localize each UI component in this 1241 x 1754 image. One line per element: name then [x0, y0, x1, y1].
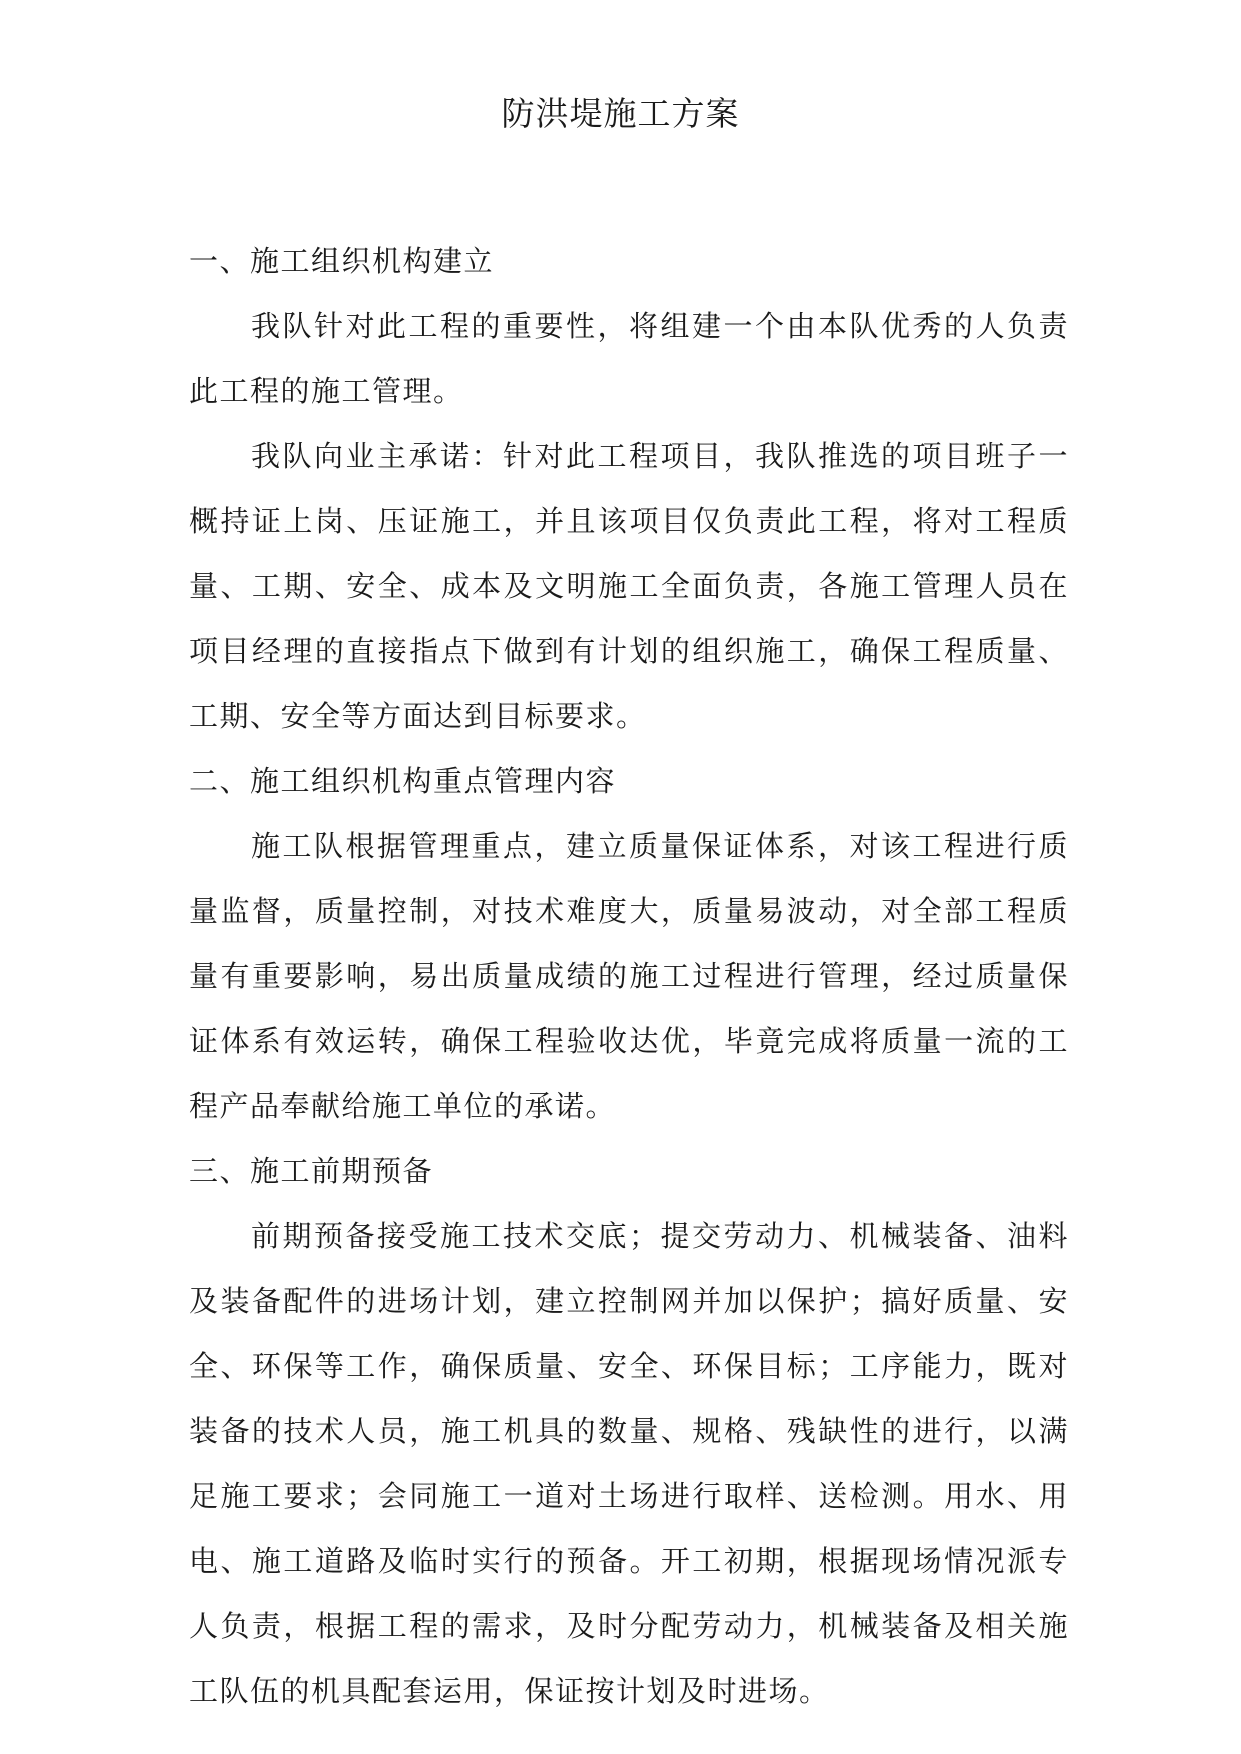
section-heading-2: 二、施工组织机构重点管理内容: [189, 764, 617, 798]
document-title: 防洪堤施工方案: [501, 94, 740, 133]
section-2-paragraph-1: 施工队根据管理重点，建立质量保证体系，对该工程进行质量监督，质量控制，对技术难度大，质量易波动，对全部工程质量有重要影响，易出质量成绩的施工过程进行管理，经过质量保证体系有效运转，确保工程验收达优，毕竟完成将质量一流的工程产品奉献给施工单位的承诺。: [189, 829, 1069, 1123]
section-3-paragraph-1: 前期预备接受施工技术交底；提交劳动力、机械装备、油料及装备配件的进场计划，建立控制网并加以保护；搞好质量、安全、环保等工作，确保质量、安全、环保目标；工序能力，既对装备的技术人员，施工机具的数量、规格、残缺性的进行，以满足施工要求；会同施工一道对土场进行取样、送检测。用水、用电、施工道路及临时实行的预备。开工初期，根据现场情况派专人负责，根据工程的需求，及时分配劳动力，机械装备及相关施工队伍的机具配套运用，保证按计划及时进场。: [189, 1219, 1069, 1708]
section-heading-1: 一、施工组织机构建立: [189, 244, 495, 278]
section-1-paragraph-1: 我队针对此工程的重要性，将组建一个由本队优秀的人负责此工程的施工管理。: [189, 309, 1069, 408]
section-heading-3: 三、施工前期预备: [189, 1154, 434, 1188]
section-1-paragraph-2: 我队向业主承诺：针对此工程项目，我队推选的项目班子一概持证上岗、压证施工，并且该项目仅负责此工程，将对工程质量、工期、安全、成本及文明施工全面负责，各施工管理人员在项目经理的直接指点下做到有计划的组织施工，确保工程质量、工期、安全等方面达到目标要求。: [189, 439, 1069, 733]
document-body: [189, 229, 1069, 1724]
